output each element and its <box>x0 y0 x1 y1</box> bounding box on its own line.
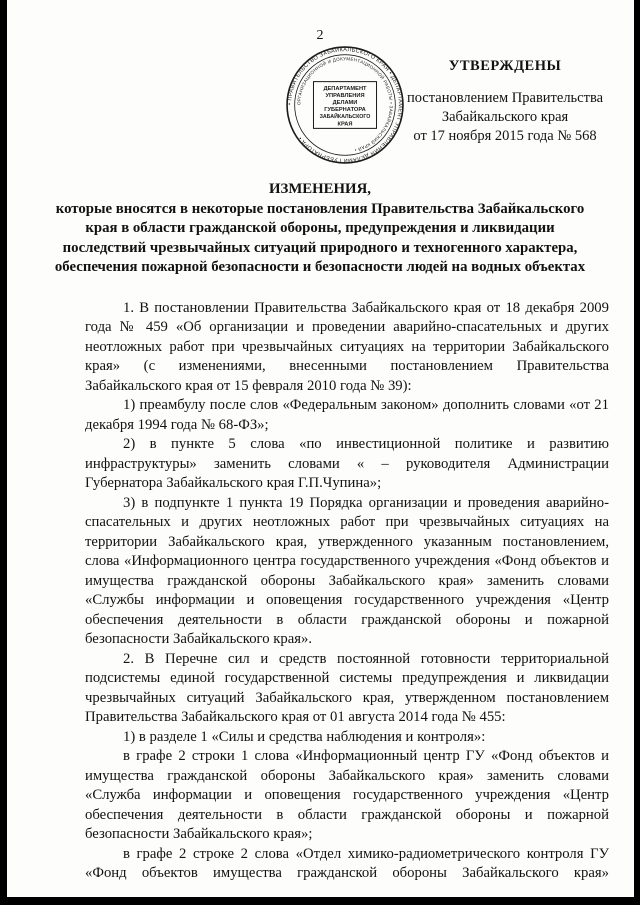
body-paragraph: в графе 2 строки 1 слова «Информационный центр ГУ «Фонд объектов и имущества гражданской обороны Забайкальского края» заменить словами «Служба информации и оповещения государственного учреждения «Центр обеспечения деятельности в области гражданской обороны и пожарной безопасности Забайкальского края»; <box>85 748 609 842</box>
body-paragraph: в графе 2 строке 2 слова «Отдел химико-радиометрического контроля ГУ «Фонд объектов имущества гражданской обороны Забайкальского края» <box>85 845 609 881</box>
seal-ring-text-inner: ОРГАНИЗАЦИОННОЙ И ДОКУМЕНТАЦИОННОЙ РАБОТЫ • ЗАБАЙКАЛЬСКИЙ КРАЙ • <box>296 56 394 153</box>
document-title: ИЗМЕНЕНИЯ, <box>269 181 371 197</box>
seal-center-text: ДЕПАРТАМЕНТ <box>323 85 367 92</box>
seal-center-text: ГУБЕРНАТОРА <box>324 107 366 114</box>
document-subtitle: которые вносятся в некоторые постановления Правительства Забайкальского края в области гражданской обороны, предупреждения и ликвидации последствий чрезвычайных ситуаций природного и техногенного характера, обеспечения пожарной безопасности и безопасности людей на водных объектах <box>54 200 586 275</box>
scan-edge-bottom <box>0 897 640 905</box>
approval-line: от 17 ноября 2015 года № 568 <box>413 128 597 144</box>
page-number: 2 <box>316 28 324 43</box>
page-header <box>0 0 640 178</box>
approval-block <box>398 57 612 146</box>
approval-line: Забайкальского края <box>441 109 569 125</box>
seal-center-text: ЗАБАЙКАЛЬСКОГО <box>319 114 371 121</box>
body-paragraph: 1) преамбулу после слов «Федеральным законом» дополнить словами «от 21 декабря 1994 года № 68-ФЗ»; <box>85 397 609 433</box>
body-paragraph: 3) в подпункте 1 пункта 19 Порядка организации и проведения аварийно-спасательных и других неотложных работ при чрезвычайных ситуациях на территории Забайкальского края, утвержденного указанным постановлением, слова «Информационного центра государственного учреждения «Фонд объектов и имущества гражданской обороны Забайкальского края» заменить словами «Службы информации и оповещения государственного учреждения «Центр обеспечения деятельности в области гражданской обороны и пожарной безопасности Забайкальского края». <box>85 494 609 647</box>
approval-line: постановлением Правительства <box>406 90 604 106</box>
seal-ring-text: • ПРАВИТЕЛЬСТВО ЗАБАЙКАЛЬСКОГО КРАЯ • ДЕПАРТАМЕНТ УПРАВЛЕНИЯ ДЕЛАМИ ГУБЕРНАТОРА • <box>287 47 403 163</box>
seal-center-text: УПРАВЛЕНИЯ <box>325 92 365 99</box>
approval-title: УТВЕРЖДЕНЫ <box>448 58 562 74</box>
body-paragraph: 1) в разделе 1 «Силы и средства наблюдения и контроля»: <box>123 728 486 745</box>
document-body <box>85 299 609 884</box>
body-paragraph: 2) в пункте 5 слова «по инвестиционной политике и развитию инфраструктуры» заменить словами « – руководителя Администрации Губернатора Забайкальского края Г.П.Чупина»; <box>85 436 609 491</box>
body-paragraph: 1. В постановлении Правительства Забайкальского края от 18 декабря 2009 года № 459 «Об организации и проведении аварийно-спасательных и других неотложных работ при чрезвычайных ситуациях на территории Забайкальского края» (с изменениями, внесенными постановлением Правительства Забайкальского края от 15 февраля 2010 года № 39): <box>85 299 609 394</box>
seal-center-text: КРАЯ <box>337 121 353 128</box>
seal-center-text: ДЕЛАМИ <box>332 99 358 106</box>
document-title-block <box>50 180 590 278</box>
official-seal-stamp-icon <box>284 44 406 166</box>
body-paragraph: 2. В Перечне сил и средств постоянной готовности территориальной подсистемы единой государственной системы предупреждения и ликвидации чрезвычайных ситуаций Забайкальского края, утвержденном постановлением Правительства Забайкальского края от 01 августа 2014 года № 455: <box>85 650 609 725</box>
